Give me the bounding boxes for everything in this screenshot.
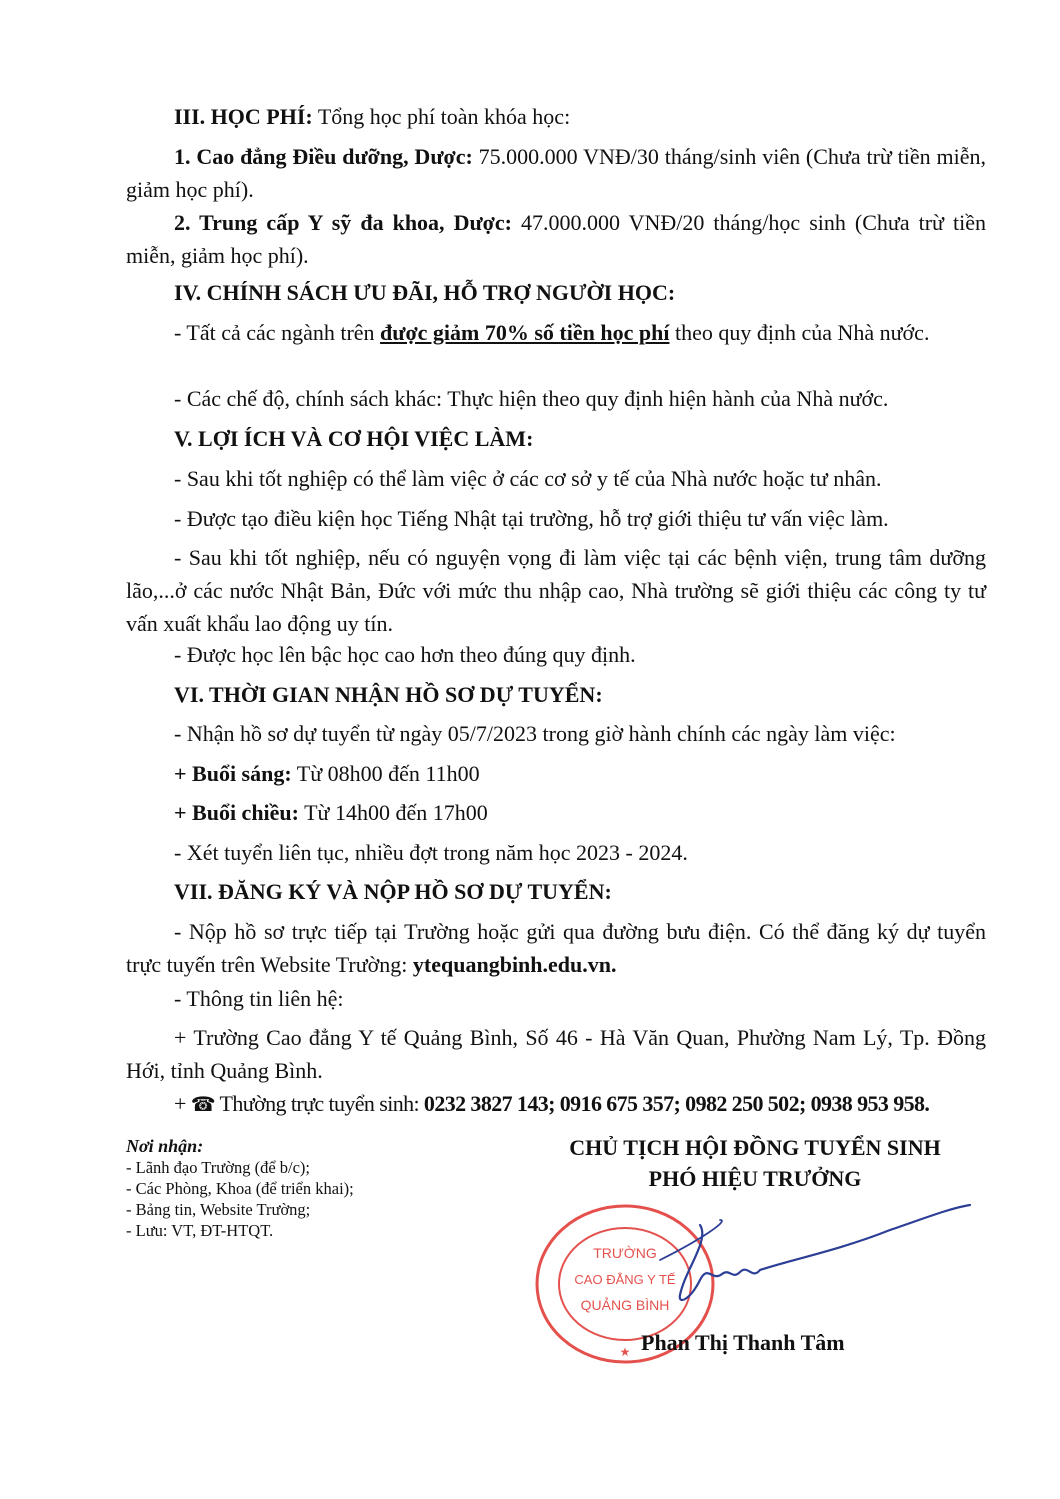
policy-paragraph-2: - Các chế độ, chính sách khác: Thực hiện theo quy định hiện hành của Nhà nước. xyxy=(174,386,889,411)
morning-label: + Buổi sáng: xyxy=(174,761,292,786)
signer-name: Phan Thị Thanh Tâm xyxy=(641,1330,845,1355)
contact-address: + Trường Cao đẳng Y tế Quảng Bình, Số 46 - Hà Văn Quan, Phường Nam Lý, Tp. Đồng Hới, tỉnh Quảng Bình. xyxy=(126,1025,986,1083)
fee-item-1-label: 1. Cao đẳng Điều dưỡng, Dược: xyxy=(174,144,473,169)
fee-item-2 xyxy=(126,206,986,272)
schedule-paragraph-1: - Nhận hồ sơ dự tuyển từ ngày 05/7/2023 trong giờ hành chính các ngày làm việc: xyxy=(174,721,896,746)
register-heading: VII. ĐĂNG KÝ VÀ NỘP HỒ SƠ DỰ TUYỂN: xyxy=(174,879,612,904)
benefits-paragraph-3: - Sau khi tốt nghiệp, nếu có nguyện vọng đi làm việc tại các bệnh viện, trung tâm dưỡng lão,...ở các nước Nhật Bản, Đức với mức thu nhập cao, Nhà trường sẽ giới thiệu các công ty tư vấn xuất khẩu lao động uy tín. xyxy=(126,545,986,636)
policy-heading: IV. CHÍNH SÁCH ƯU ĐÃI, HỖ TRỢ NGƯỜI HỌC: xyxy=(174,280,676,305)
benefits-paragraph-2: - Được tạo điều kiện học Tiếng Nhật tại trường, hỗ trợ giới thiệu tư vấn việc làm. xyxy=(174,506,889,531)
schedule-paragraph-2: - Xét tuyển liên tục, nhiều đợt trong năm học 2023 - 2024. xyxy=(174,840,688,865)
recipients-title: Nơi nhận: xyxy=(126,1136,204,1156)
phone-icon: ☎ xyxy=(190,1094,216,1116)
hotline-prefix: + xyxy=(174,1091,191,1116)
contact-label: - Thông tin liên hệ: xyxy=(174,986,344,1011)
policy-p1-end: theo quy định của Nhà nước. xyxy=(669,320,930,345)
benefits-paragraph-1: - Sau khi tốt nghiệp có thể làm việc ở các cơ sở y tế của Nhà nước hoặc tư nhân. xyxy=(174,466,882,491)
register-p1-text: - Nộp hồ sơ trực tiếp tại Trường hoặc gửi qua đường bưu điện. Có thể đăng ký dự tuyển trực tuyến trên Website Trường: xyxy=(126,919,986,977)
fee-heading: III. HỌC PHÍ: xyxy=(174,104,313,129)
website-link[interactable]: ytequangbinh.edu.vn. xyxy=(412,952,617,977)
schedule-afternoon xyxy=(126,796,986,829)
handwritten-signature-icon xyxy=(640,1200,980,1320)
afternoon-label: + Buổi chiều: xyxy=(174,800,299,825)
benefits-heading: V. LỢI ÍCH VÀ CƠ HỘI VIỆC LÀM: xyxy=(174,426,534,451)
hotline-label: Thường trực tuyển sinh: xyxy=(215,1091,424,1116)
register-paragraph-1 xyxy=(126,915,986,981)
stamp-line-2: CAO ĐẲNG Y TẾ xyxy=(574,1272,676,1287)
fee-item-2-text: 47.000.000 VNĐ/20 tháng/học sinh (Chưa trừ tiền miễn, giảm học phí). xyxy=(126,210,986,268)
policy-p1-start: - Tất cả các ngành trên xyxy=(174,320,381,345)
fee-item-1-text: 75.000.000 VNĐ/30 tháng/sinh viên (Chưa trừ tiền miễn, giảm học phí). xyxy=(126,144,986,202)
schedule-morning xyxy=(126,757,986,790)
hotline-line xyxy=(126,1087,986,1122)
stamp-line-3: QUẢNG BÌNH xyxy=(580,1297,670,1313)
svg-text:★: ★ xyxy=(619,1345,631,1359)
signer-title-2: PHÓ HIỆU TRƯỞNG xyxy=(648,1166,862,1191)
recipient-item: - Lãnh đạo Trường (để b/c); xyxy=(126,1158,311,1177)
recipient-item: - Lưu: VT, ĐT-HTQT. xyxy=(126,1221,274,1240)
schedule-heading: VI. THỜI GIAN NHẬN HỒ SƠ DỰ TUYỂN: xyxy=(174,682,603,707)
recipient-item: - Các Phòng, Khoa (để triển khai); xyxy=(126,1179,354,1198)
benefits-paragraph-4: - Được học lên bậc học cao hơn theo đúng quy định. xyxy=(174,642,636,667)
stamp-line-1: TRƯỜNG xyxy=(593,1245,657,1261)
policy-p1-highlight: được giảm 70% số tiền học phí xyxy=(380,320,670,345)
recipient-item: - Bảng tin, Website Trường; xyxy=(126,1200,311,1219)
morning-time: Từ 08h00 đến 11h00 xyxy=(291,761,480,786)
fee-item-2-label: 2. Trung cấp Y sỹ đa khoa, Dược: xyxy=(174,210,512,235)
signer-title-1: CHỦ TỊCH HỘI ĐỒNG TUYỂN SINH xyxy=(569,1135,941,1160)
fee-heading-line xyxy=(126,100,986,133)
afternoon-time: Từ 14h00 đến 17h00 xyxy=(299,800,488,825)
hotline-numbers: 0232 3827 143; 0916 675 357; 0982 250 502; 0938 953 958. xyxy=(423,1091,930,1116)
policy-paragraph-1 xyxy=(126,316,986,349)
fee-item-1 xyxy=(126,140,986,206)
recipients-block xyxy=(126,1136,506,1241)
fee-heading-rest: Tổng học phí toàn khóa học: xyxy=(312,104,571,129)
